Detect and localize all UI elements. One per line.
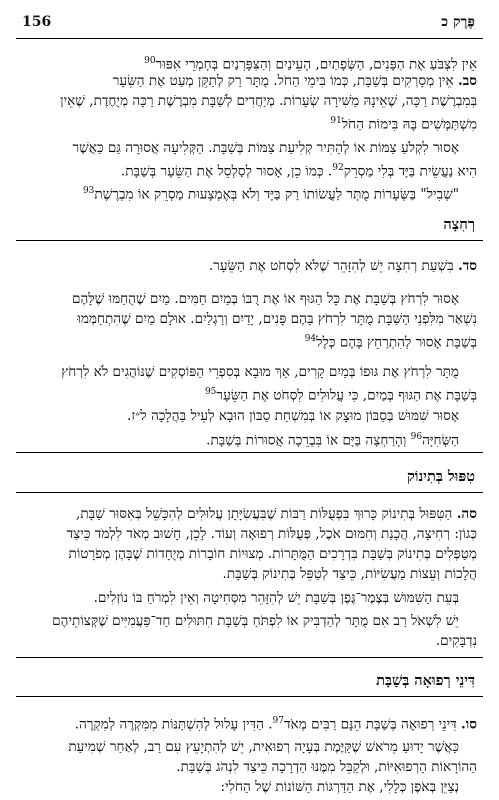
text-line: בְּעֵת הַשִּׁמּוּשׁ בְּצֶמֶר־גֶּפֶן בְּשַׁבָּת יֵשׁ לְהִזָּהֵר מִסְּחִיטָה וְאֵין לִמְרֹחַ בּוֹ נוֹזְלִים.: [93, 590, 459, 606]
text-line: מְטַפְּלִים בְּתִינוֹק בְּשַׁבָּת בִּדְרָכִים הַמֻּתָּרוֹת. מְצוּיוֹת חוֹבָרוֹת מְיֻחָדוֹת שֶׁבָּהֶן מְפֹרָטוֹת: [68, 546, 477, 562]
text-line: הֲלָכוֹת וְעֵצוֹת מַעֲשִׂיּוֹת, כֵּיצַד לְטַפֵּל בְּתִינוֹק בְּשַׁבָּת.: [222, 566, 477, 582]
text-line: נְצַיֵּן בְּאֹפֶן כְּלָלִי, אֶת הַדַּרְגּוֹת הַשּׁוֹנוֹת שֶׁל הַחֹלִי:: [220, 779, 459, 795]
text-line: מִשְׁתַּמְּשִׁים בָּהּ בִּימוֹת הַחֹל$^{91}$: [330, 116, 477, 133]
chapter-title: פֶּרֶק כ: [441, 14, 475, 30]
section-marker: סב.: [457, 73, 477, 89]
text-line: כַּאֲשֶׁר יָדוּעַ מֵרֹאשׁ שֶׁקַּיֶּמֶת בְּעָיָה רְפוּאִית, יֵשׁ לְהִתְיָעֵץ עִם רַב, לְאַחַר שְׁמִיעַת: [68, 739, 459, 755]
section-65-line: סה. הַטִּפּוּל בְּתִינוֹק כָּרוּךְ בִּפְעֻלּוֹת רַבּוֹת שֶׁבִּעֲשִׂיָּתָן עֲלוּלִים לְהִכָּשֵׁל בְּאִסּוּר שַׁבָּת,: [76, 506, 477, 522]
heading-medicine: דִּינֵי רְפוּאָה בְּשַׁבָּת: [376, 672, 475, 689]
text-line: אָסוּר שִׁמּוּשׁ בְּסַבּוֹן מוּצָק אוֹ בְּמִשְׁחַת סַבּוֹן הוּבָא לְעֵיל בַּהֲלָכָה ל״ז.: [127, 408, 459, 424]
section-divider: [16, 696, 483, 697]
section-divider: [16, 657, 483, 658]
section-divider: [16, 240, 483, 241]
text-line: נִשְׁאַר מִלִּפְנֵי הַשַּׁבָּת מֻתָּר לִרְחֹץ בָּהֶם פָּנִים, יָדַיִם וְרַגְלַיִם. אוּלָם מַיִם שֶׁהִתְחַמְּמוּ: [77, 311, 477, 327]
header-divider: [16, 38, 483, 39]
section-divider: [16, 452, 483, 453]
text-line: אֵין לִצְבֹּעַ אֶת הַפָּנִים, הַשְּׂפָתַיִם, הָעֵינַיִם וְהַצִּפָּרְנַיִם בְּחָמְרֵי אִפּוּר$^{90}$: [144, 56, 477, 73]
section-marker: סה.: [456, 506, 477, 522]
text-line: כְּגוֹן: רְחִיצָה, הֲכָנַת וְחִמּוּם אֹכֶל, פְּעֻלּוֹת רְפוּאָה וְעוֹד. לָכֵן, חָשׁוּב מְאֹד לִלְמֹד כֵּיצַד: [66, 526, 477, 542]
section-66-line: סו. דִּינֵי רְפוּאָה בְּשַׁבָּת הֵנָּם רַבִּים מְאֹד$^{97}$. הַדִּין עָלוּל לְהִשְׁתַּנּוֹת מִמִּקְרֶה לְמִקְרֶה.: [74, 716, 477, 733]
page-header: [22, 14, 475, 36]
text-line: הַהוֹרָאוֹת הָרְפוּאִיּוֹת, וּלְקַבֵּל מִמֶּנּוּ הַדְרָכָה כֵּיצַד לִנְהֹג בְּשַׁבָּת.: [176, 759, 477, 775]
text-line: "שְׁבִיל" בַּשְּׂעָרוֹת מֻתָּר לַעֲשׂוֹתוֹ רַק בַּיָּד וְלֹא בְּאֶמְצָעוּת מַסְרֵק אוֹ מִבְרֶשֶׁת$^{93}$: [82, 186, 459, 203]
section-marker: סו.: [461, 716, 477, 733]
section-62-line: סב. אֵין מְסָרְקִים בְּשַׁבָּת, כְּמוֹ בִּימֵי הַחֹל. מֻתָּר רַק לְתַקֵּן מְעַט אֶת הַשֵּׂעָר: [112, 73, 477, 89]
heading-bathing: רְחִצָה: [443, 216, 475, 233]
text-line: הַשְּׂחִיָּה$^{96}$ וְהָרַחְצָה בַּיָּם אוֹ בִּבְרֵכָה אֲסוּרוֹת בְּשַׁבָּת.: [206, 432, 459, 449]
text-line: נִדְבָּקִים.: [435, 633, 477, 649]
text-line: מֻתָּר לִרְחֹץ אֶת גּוּפוֹ בְּמַיִם קָרִים, אַךְ מוּבָא בְּסִפְרֵי הַפּוֹסְקִים שֶׁנּוֹהֲגִים לֹא לִרְחֹץ: [61, 364, 459, 380]
text-line: בְּשַׁבָּת אֶת הַגּוּף בְּמַיִם, כִּי עֲלוּלִים לִסְחֹט אֶת הַשֵּׂעָר$^{95}$: [204, 387, 477, 404]
section-64-line: סד. בִּשְׁעַת רְחִצָה יֵשׁ לְהִזָּהֵר שֶׁלֹּא לִסְחֹט אֶת הַשֵּׂעָר.: [208, 258, 477, 274]
text-line: אָסוּר לִקְלֹעַ צַמּוֹת אוֹ לְהַתִּיר קְלִיעַת צַמּוֹת בְּשַׁבָּת. הַקְּלִיעָה אֲסוּרָה גַּם כַּאֲשֶׁר: [72, 140, 459, 156]
section-marker: סד.: [457, 258, 477, 274]
section-divider: [16, 492, 483, 493]
page-number: 156: [22, 14, 52, 30]
text-line: הִיא נַעֲשֵׂית בַּיָּד בְּלִי מַסְרֵק$^{92}$. כְּמוֹ כֵן, אָסוּר לְסַלְסֵל אֶת הַשֵּׂעָר בְּשַׁבָּת.: [120, 163, 477, 180]
heading-baby-care: טִפּוּל בְּתִינוֹק: [406, 468, 475, 485]
text-line: בְּמִבְרֶשֶׁת רַכָּה, שֶׁאֵינָהּ מַשִּׁירָה שְׂעָרוֹת. מְיַחֲדִים לְשַׁבָּת מִבְרֶשֶׁת רַכָּה מְיֻחֶדֶת, שֶׁאֵין: [60, 93, 477, 109]
text-line: בְּשַׁבָּת אָסוּר לְהִתְרַחֵץ בָּהֶם כְּלָל$^{94}$: [304, 334, 477, 351]
text-line: יֵשׁ לִשְׁאֹל רַב אִם מֻתָּר לְהַדְבִּיק אוֹ לִפְתֹּחַ בְּשַׁבָּת חִתּוּלִים חַד־פַּעֲמִיִּים שֶׁקְּצוֹתֵיהֶם: [52, 613, 459, 629]
text-line: אָסוּר לִרְחֹץ בְּשַׁבָּת אֶת כָּל הַגּוּף אוֹ אֶת רֻבּוֹ בְּמַיִם חַמִּים. מַיִם שֶׁהֻחַמּוּ שֶׁלָּהֶם: [71, 291, 459, 307]
